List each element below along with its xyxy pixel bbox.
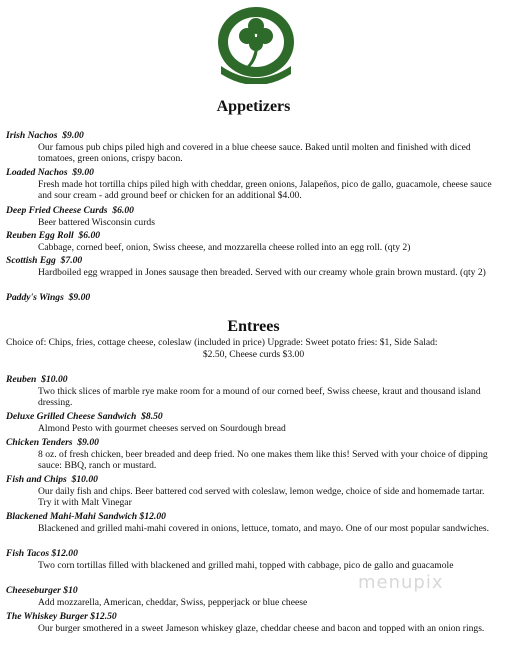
menu-item [6, 611, 501, 634]
item-description: Beer battered Wisconsin curds [38, 216, 155, 228]
pub-logo [211, 4, 301, 84]
item-description: Our daily fish and chips. Beer battered cod served with coleslaw, lemon wedge, choice of side and homemade tartar. Try it with Malt Vinegar [38, 485, 485, 509]
menu-item [6, 205, 501, 228]
item-title: The Whiskey Burger $12.50 [6, 611, 117, 622]
shamrock-logo-icon [211, 4, 301, 84]
menu-item [6, 548, 501, 571]
item-description: Two corn tortillas filled with blackened and grilled mahi, topped with cabbage, pico de gallo and guacamole [38, 559, 454, 571]
item-title: Deluxe Grilled Cheese Sandwich $8.50 [6, 411, 163, 422]
menu-item [6, 511, 501, 534]
menu-item [6, 292, 501, 304]
item-title: Cheeseburger $10 [6, 585, 78, 596]
item-description: Two thick slices of marble rye make room for a mound of our corned beef, Swiss cheese, kraut and thousand island dressing. [38, 385, 481, 409]
entrees-heading: Entrees [227, 318, 280, 335]
item-description: Our famous pub chips piled high and covered in a blue cheese sauce. Baked until molten and finished with diced tomatoes, green onions, crispy bacon. [38, 141, 471, 165]
item-description: Add mozzarella, American, cheddar, Swiss, pepperjack or blue cheese [38, 596, 308, 608]
menu-item [6, 255, 501, 278]
appetizers-heading: Appetizers [216, 98, 291, 115]
menu-item [6, 474, 501, 509]
menu-item [6, 230, 501, 253]
item-title: Chicken Tenders $9.00 [6, 437, 99, 448]
item-title: Scottish Egg $7.00 [6, 255, 83, 266]
item-title: Irish Nachos $9.00 [6, 130, 84, 141]
menu-item [6, 374, 501, 409]
item-description: Fresh made hot tortilla chips piled high with cheddar, green onions, Jalapeños, pico de gallo, guacamole, cheese sauce and sour cream - add ground beef or chicken for an additional $4.00. [38, 178, 492, 202]
menu-item [6, 411, 501, 434]
item-description: Blackened and grilled mahi-mahi covered in onions, lettuce, tomato, and mayo. One of our most popular sandwiches. [38, 522, 490, 534]
menu-item [6, 437, 501, 472]
item-title: Deep Fried Cheese Curds $6.00 [6, 205, 134, 216]
side-choice-line: $2.50, Cheese curds $3.00 [202, 348, 305, 360]
item-description: Hardboiled egg wrapped in Jones sausage then breaded. Served with our creamy whole grain brown mustard. (qty 2) [38, 266, 486, 278]
item-title: Reuben $10.00 [6, 374, 68, 385]
item-title: Fish Tacos $12.00 [6, 548, 78, 559]
item-title: Fish and Chips $10.00 [6, 474, 98, 485]
item-description: 8 oz. of fresh chicken, beer breaded and deep fried. No one makes them like this! Served with your choice of dipping sauce: BBQ, ranch or mustard. [38, 448, 488, 472]
item-description: Cabbage, corned beef, onion, Swiss cheese, and mozzarella cheese rolled into an egg roll. (qty 2) [38, 241, 411, 253]
item-title: Reuben Egg Roll $6.00 [6, 230, 101, 241]
item-title: Blackened Mahi-Mahi Sandwich $12.00 [6, 511, 166, 522]
item-description: Our burger smothered in a sweet Jameson whiskey glaze, cheddar cheese and bacon and topped with an onion rings. [38, 622, 485, 634]
menupix-watermark: menupix [358, 572, 444, 593]
side-choice-line: Choice of: Chips, fries, cottage cheese, coleslaw (included in price) Upgrade: Sweet potato fries: $1, Side Salad: [6, 337, 438, 348]
item-title: Paddy's Wings $9.00 [6, 292, 91, 303]
item-title: Loaded Nachos $9.00 [6, 167, 94, 178]
menu-item [6, 167, 501, 202]
item-description: Almond Pesto with gourmet cheeses served on Sourdough bread [38, 422, 286, 434]
side-choice-note [6, 337, 501, 360]
menu-item [6, 130, 501, 165]
